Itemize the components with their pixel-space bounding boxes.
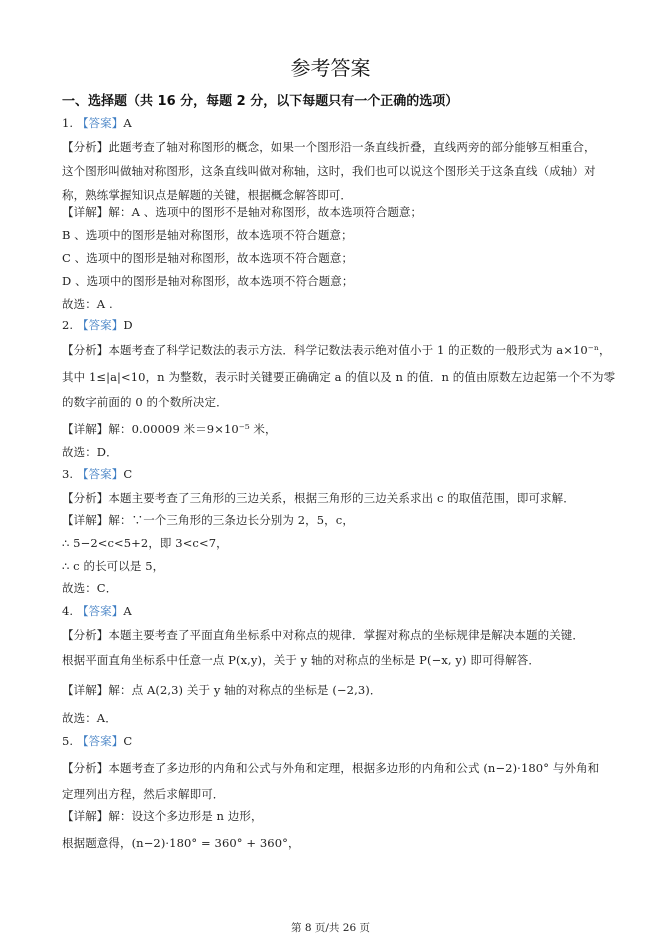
answer-line bbox=[62, 733, 132, 749]
answer-line bbox=[62, 115, 132, 131]
explanation-line: 【分析】此题考查了轴对称图形的概念，如果一个图形沿一条直线折叠，直线两旁的部分能够互相重合， bbox=[62, 140, 596, 154]
answer-tag: 【答案】 bbox=[76, 604, 124, 618]
answer-value: C bbox=[123, 734, 133, 748]
answer-value: D bbox=[123, 318, 133, 332]
question-number: 5. bbox=[62, 734, 74, 748]
answer-tag: 【答案】 bbox=[76, 318, 124, 332]
explanation-line: 【详解】解：点 A(2,3) 关于 y 轴的对称点的坐标是 (−2,3)． bbox=[62, 683, 382, 697]
explanation-line: 故选：A． bbox=[62, 711, 117, 725]
explanation-line: 故选：C． bbox=[62, 581, 118, 595]
page-footer: 第 8 页/共 26 页 bbox=[291, 922, 370, 934]
explanation-line: 【详解】解：0.00009 米＝9×10⁻⁵ 米， bbox=[62, 422, 277, 436]
question-number: 1. bbox=[62, 116, 74, 130]
explanation-line: 故选：A . bbox=[62, 297, 113, 311]
answer-value: A bbox=[123, 116, 132, 130]
explanation-line: 【分析】本题考查了多边形的内角和公式与外角和定理，根据多边形的内角和公式 (n−2)·180° 与外角和 bbox=[62, 761, 600, 775]
explanation-line: 根据平面直角坐标系中任意一点 P(x,y)，关于 y 轴的对称点的坐标是 P(−x, y) 即可得解答． bbox=[62, 653, 540, 667]
explanation-line: B 、选项中的图形是轴对称图形，故本选项不符合题意； bbox=[62, 228, 353, 242]
explanation-line: C 、选项中的图形是轴对称图形，故本选项不符合题意； bbox=[62, 251, 354, 265]
explanation-line: ∴ 5−2<c<5+2，即 3<c<7， bbox=[62, 536, 228, 550]
explanation-line: D 、选项中的图形是轴对称图形，故本选项不符合题意； bbox=[62, 274, 354, 288]
explanation-line: 根据题意得，(n−2)·180° = 360° + 360°， bbox=[62, 836, 300, 850]
answer-line bbox=[62, 466, 132, 482]
explanation-line: 【分析】本题主要考查了平面直角坐标系中对称点的规律．掌握对称点的坐标规律是解决本题的关键． bbox=[62, 628, 584, 642]
page-title: 参考答案 bbox=[290, 56, 371, 80]
explanation-line: 这个图形叫做轴对称图形，这条直线叫做对称轴，这时，我们也可以说这个图形关于这条直线（成轴）对 bbox=[62, 164, 596, 178]
explanation-line: 【分析】本题考查了科学记数法的表示方法．科学记数法表示绝对值小于 1 的正数的一般形式为 a×10⁻ⁿ， bbox=[62, 343, 611, 357]
explanation-line: 【分析】本题主要考查了三角形的三边关系，根据三角形的三边关系求出 c 的取值范围，即可求解． bbox=[62, 491, 575, 505]
explanation-line: 的数字前面的 0 的个数所决定． bbox=[62, 395, 228, 409]
answer-line bbox=[62, 603, 132, 619]
question-number: 2. bbox=[62, 318, 74, 332]
explanation-line: 称，熟练掌握知识点是解题的关键，根据概念解答即可． bbox=[62, 188, 352, 202]
answer-line bbox=[62, 317, 133, 333]
answer-value: C bbox=[123, 467, 133, 481]
section-heading: 一、选择题（共 16 分，每题 2 分，以下每题只有一个正确的选项） bbox=[62, 94, 459, 109]
explanation-line: 【详解】解：∵一个三角形的三条边长分别为 2，5，c， bbox=[62, 513, 354, 527]
explanation-line: ∴ c 的长可以是 5， bbox=[62, 559, 165, 573]
answer-tag: 【答案】 bbox=[76, 467, 124, 481]
question-number: 3. bbox=[62, 467, 74, 481]
explanation-line: 【详解】解：A 、选项中的图形不是轴对称图形，故本选项符合题意； bbox=[62, 205, 423, 219]
answer-value: A bbox=[123, 604, 132, 618]
explanation-line: 故选：D． bbox=[62, 445, 118, 459]
explanation-line: 【详解】解：设这个多边形是 n 边形， bbox=[62, 809, 263, 823]
answer-tag: 【答案】 bbox=[76, 116, 124, 130]
explanation-line: 定理列出方程，然后求解即可． bbox=[62, 787, 225, 801]
answer-tag: 【答案】 bbox=[76, 734, 124, 748]
explanation-line: 其中 1≤|a|<10，n 为整数，表示时关键要正确确定 a 的值以及 n 的值．n 的值由原数左边起第一个不为零 bbox=[62, 370, 616, 384]
question-number: 4. bbox=[62, 604, 74, 618]
